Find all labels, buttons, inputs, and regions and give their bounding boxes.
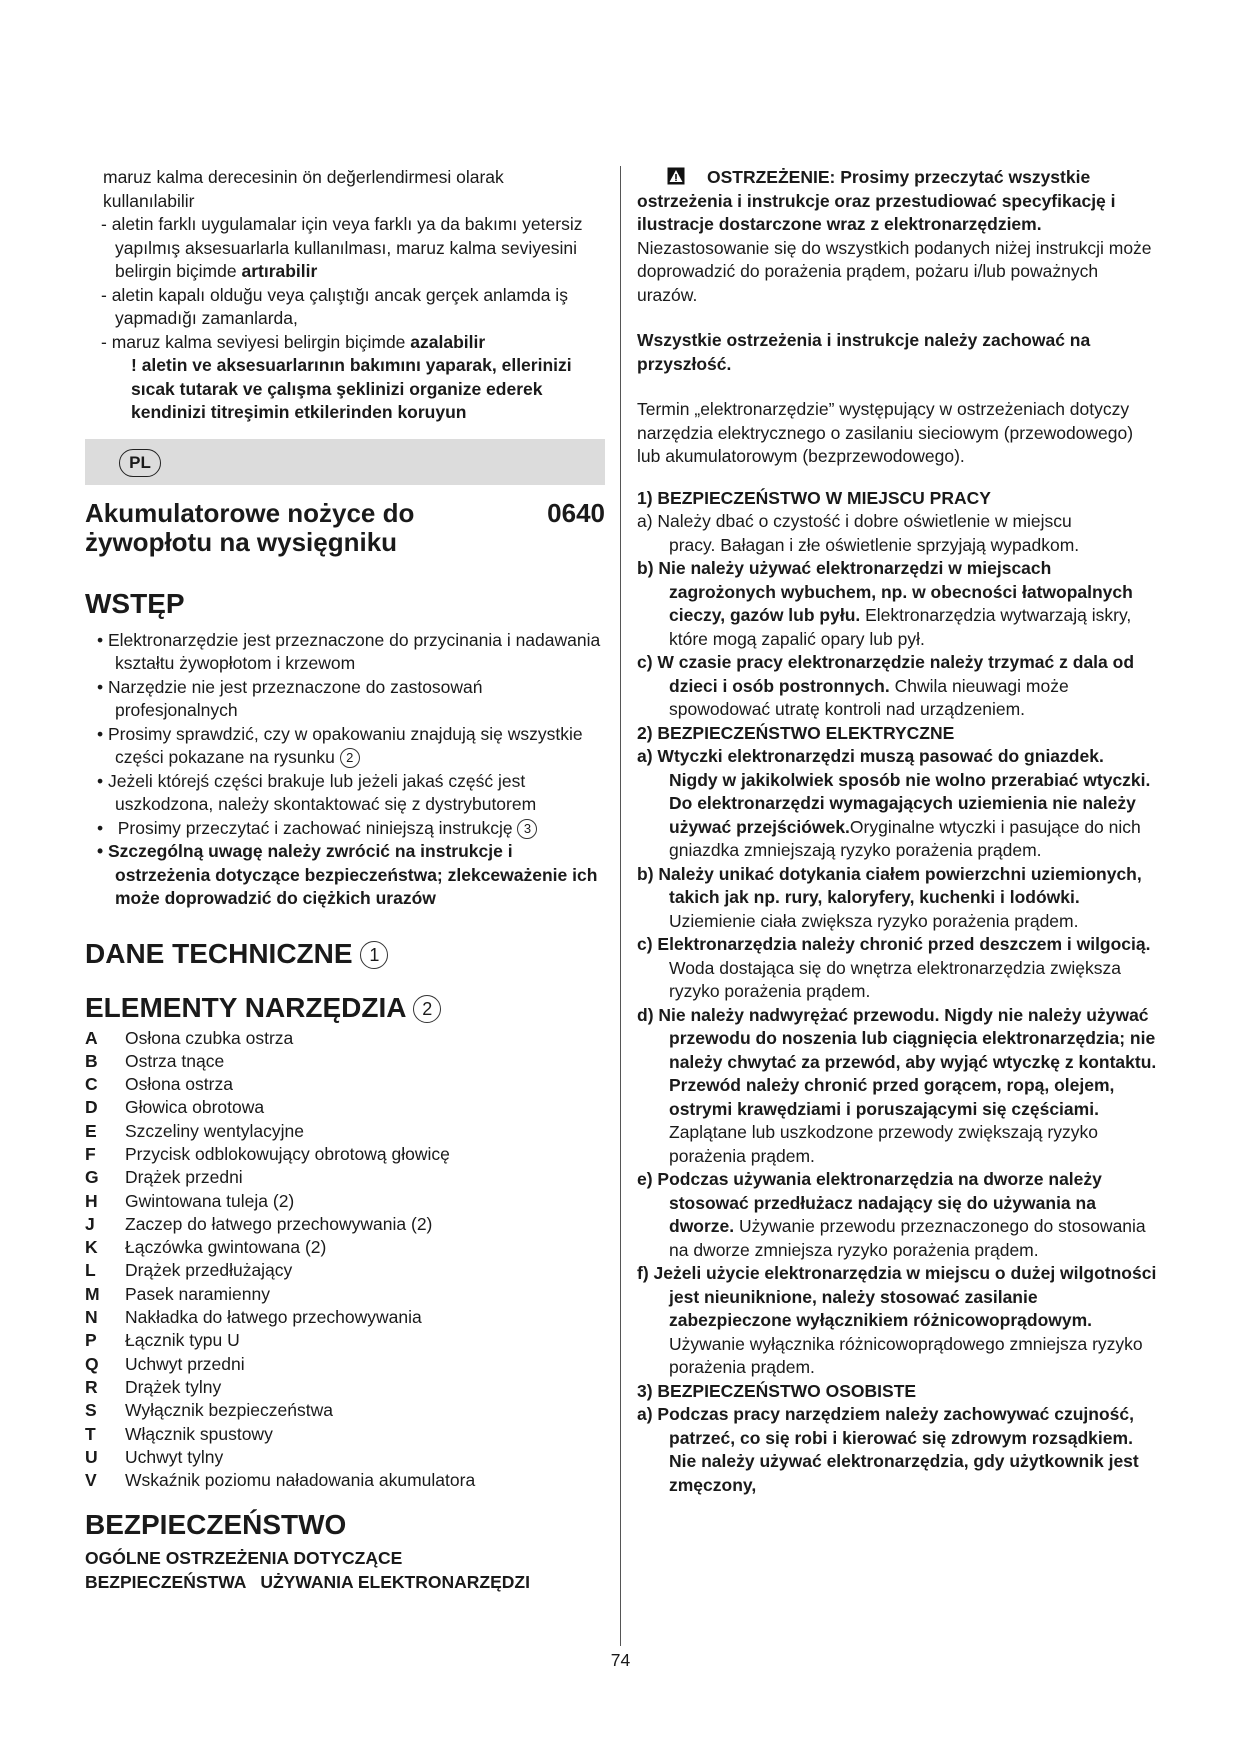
figure-ref: 3 — [517, 819, 537, 839]
parts-list-item: Q Uchwyt przedni — [85, 1353, 245, 1374]
intro-bullet: • Szczególną uwagę należy zwrócić na instrukcje i ostrzeżenia dotyczące bezpieczeństwa; zlekceważenie ich może doprowadzić do ciężkich urazów — [97, 841, 598, 908]
intro-bullet: • Narzędzie nie jest przeznaczone do zastosowań profesjonalnych — [97, 676, 483, 720]
figure-ref: 2 — [413, 995, 441, 1023]
parts-list — [85, 1027, 605, 1493]
parts-list-item: M Pasek naramienny — [85, 1283, 270, 1304]
parts-list-item: R Drążek tylny — [85, 1376, 222, 1397]
parts-list-item: J Zaczep do łatwego przechowywania (2) — [85, 1213, 433, 1234]
tr-text-line: maruz kalma derecesinin ön değerlendirmesi olarak — [103, 167, 504, 187]
parts-list-item: V Wskaźnik poziomu naładowania akumulatora — [85, 1470, 476, 1491]
safety-heading: BEZPIECZEŃSTWO — [85, 1509, 347, 1541]
section-heading: 2) BEZPIECZEŃSTWO ELEKTRYCZNE — [637, 722, 955, 743]
safety-item: c) W czasie pracy elektronarzędzie należy trzymać z dala od dzieci i osób postronnych. Chwila nieuwagi może spowodować utratę kontroli nad urządzeniem. — [637, 652, 1135, 719]
language-badge: PL — [119, 449, 161, 477]
intro-heading: WSTĘP — [85, 587, 185, 619]
document-title: Akumulatorowe nożyce do żywopłotu na wysięgniku — [85, 497, 415, 557]
model-number: 0640 — [547, 497, 605, 528]
figure-ref: 2 — [340, 748, 360, 768]
section-heading: 1) BEZPIECZEŃSTWO W MIEJSCU PRACY — [637, 487, 991, 508]
tech-heading: DANE TECHNICZNE 1 — [85, 937, 605, 971]
safety-item: c) Elektronarzędzia należy chronić przed deszczem i wilgocią. Woda dostająca się do wnętrza elektronarzędzia zwiększa ryzyko porażenia prądem. — [637, 934, 1151, 1001]
right-column — [637, 166, 1157, 1497]
parts-list-item: C Osłona ostrza — [85, 1074, 233, 1095]
intro-bullet: • Prosimy przeczytać i zachować niniejszą instrukcję 3 — [85, 817, 605, 841]
safety-item: b) Należy unikać dotykania ciałem powierzchni uziemionych, takich jak np. rury, kaloryfery, kuchenki i lodówki. Uziemienie ciała zwiększa ryzyko porażenia prądem. — [637, 863, 1142, 931]
parts-list-item: B Ostrza tnące — [85, 1050, 225, 1071]
safety-item: e) Podczas używania elektronarzędzia na dworze należy stosować przedłużacz nadający się do używania na dworze. Używanie przewodu przeznaczonego do stosowania na dworze zmniejsza ryzyko porażenia prądem. — [637, 1169, 1146, 1260]
parts-list-item: G Drążek przedni — [85, 1167, 243, 1188]
page-number: 74 — [610, 1650, 631, 1670]
safety-subheading: OGÓLNE OSTRZEŻENIA DOTYCZĄCE — [85, 1548, 403, 1569]
parts-list-item: N Nakładka do łatwego przechowywania — [85, 1307, 422, 1328]
parts-list-item: D Głowica obrotowa — [85, 1097, 265, 1118]
parts-list-item: K Łączówka gwintowana (2) — [85, 1237, 327, 1258]
tr-text-line: kullanılabilir — [103, 190, 195, 211]
safety-item: b) Nie należy używać elektronarzędzi w miejscach zagrożonych wybuchem, np. w obecności łatwopalnych cieczy, gazów lub pyłu. Elektronarzędzia wytwarzają iskry, które mogą zapalić opary lub pył. — [637, 558, 1133, 649]
safety-item-text: pracy. Bałagan i złe oświetlenie sprzyjają wypadkom. — [669, 534, 1080, 555]
warning-triangle-icon — [667, 167, 685, 185]
parts-list-item: A Osłona czubka ostrza — [85, 1027, 294, 1048]
figure-ref: 1 — [360, 941, 388, 969]
left-column — [85, 166, 605, 1594]
tr-dash-item: - maruz kalma seviyesi belirgin biçimde azalabilir — [101, 331, 486, 352]
intro-bullet: • Prosimy sprawdzić, czy w opakowaniu znajdują się wszystkie części pokazane na rysunku 2 — [97, 723, 583, 767]
safety-item: a) Wtyczki elektronarzędzi muszą pasować do gniazdek. Nigdy w jakikolwiek sposób nie wolno przerabiać wtyczki. Do elektronarzędzi wymagających uziemienia nie należy używać przejściówek.Oryginalne wtyczki i pasujące do nich gniazdka zmniejszają ryzyko porażenia prądem. — [637, 746, 1151, 860]
intro-bullet: • Elektronarzędzie jest przeznaczone do przycinania i nadawania kształtu żywopłotom i krzewom — [97, 629, 601, 673]
safety-item: f) Jeżeli użycie elektronarzędzia w miejscu o dużej wilgotności jest nieuniknione, należy stosować zasilanie zabezpieczone wyłącznikiem różnicowoprądowym. Używanie wyłącznika różnicowoprądowego zmniejsza ryzyko porażenia prądem. — [637, 1263, 1157, 1377]
safety-subheading: BEZPIECZEŃSTWA UŻYWANIA ELEKTRONARZĘDZI — [85, 1572, 530, 1593]
safety-item: a) Należy dbać o czystość i dobre oświetlenie w miejscu — [637, 511, 1072, 531]
parts-list-item: L Drążek przedłużający — [85, 1260, 293, 1281]
warning-block: OSTRZEŻENIE: Prosimy przeczytać wszystkie ostrzeżenia i instrukcje oraz przestudiować specyfikację i ilustracje dostarczone wraz z elektronarzędziem. Niezastosowanie się do wszystkich podanych niżej instrukcji może doprowadzić do porażenia prądem, pożaru i/lub poważnych urazów. — [637, 167, 1152, 305]
safety-item: a) Podczas pracy narzędziem należy zachowywać czujność, patrzeć, co się robi i kierować się zdrowym rozsądkiem. Nie należy używać elektronarzędzia, gdy użytkownik jest zmęczony, — [637, 1404, 1139, 1495]
intro-bullet: • Jeżeli którejś części brakuje lub jeżeli jakaś część jest uszkodzona, należy skontaktować się z dystrybutorem — [97, 770, 537, 814]
tr-bold-note: ! aletin ve aksesuarlarının bakımını yaparak, ellerinizi sıcak tutarak ve çalışma şeklinizi organize ederek kendinizi titreşimin etkilerinden koruyun — [131, 355, 572, 422]
keep-instructions: Wszystkie ostrzeżenia i instrukcje należy zachować na przyszłość. — [637, 330, 1091, 374]
parts-heading: ELEMENTY NARZĘDZIA 2 — [85, 991, 605, 1025]
title-row — [85, 499, 605, 557]
language-bar — [85, 439, 605, 485]
parts-list-item: P Łącznik typu U — [85, 1330, 240, 1351]
parts-list-item: H Gwintowana tuleja (2) — [85, 1190, 295, 1211]
parts-list-item: F Przycisk odblokowujący obrotową głowicę — [85, 1143, 450, 1164]
tr-dash-item: - aletin kapalı olduğu veya çalıştığı ancak gerçek anlamda iş yapmadığı zamanlarda, — [101, 284, 568, 328]
parts-list-item: S Wyłącznik bezpieczeństwa — [85, 1400, 333, 1421]
safety-item: d) Nie należy nadwyrężać przewodu. Nigdy nie należy używać przewodu do noszenia lub ciągnięcia elektronarzędzia; nie należy chwytać za przewód, aby wyjąć wtyczkę z kontaktu. Przewód należy chronić przed gorącem, ropą, olejem, ostrymi krawędziami i poruszającymi się częściami. Zaplątane lub uszkodzone przewody zwiększają ryzyko porażenia prądem. — [637, 1004, 1157, 1166]
parts-list-item: T Włącznik spustowy — [85, 1423, 273, 1444]
column-divider — [620, 166, 621, 1646]
term-definition: Termin „elektronarzędzie” występujący w ostrzeżeniach dotyczy narzędzia elektrycznego o zasilaniu sieciowym (przewodowego) lub akumulatorowym (bezprzewodowego). — [637, 399, 1134, 466]
parts-list-item: U Uchwyt tylny — [85, 1446, 224, 1467]
section-heading: 3) BEZPIECZEŃSTWO OSOBISTE — [637, 1380, 917, 1401]
parts-list-item: E Szczeliny wentylacyjne — [85, 1120, 304, 1141]
tr-dash-item: - aletin farklı uygulamalar için veya farklı ya da bakımı yetersiz yapılmış aksesuarlarla kullanılması, maruz kalma seviyesini belirgin biçimde artırabilir — [101, 214, 583, 281]
